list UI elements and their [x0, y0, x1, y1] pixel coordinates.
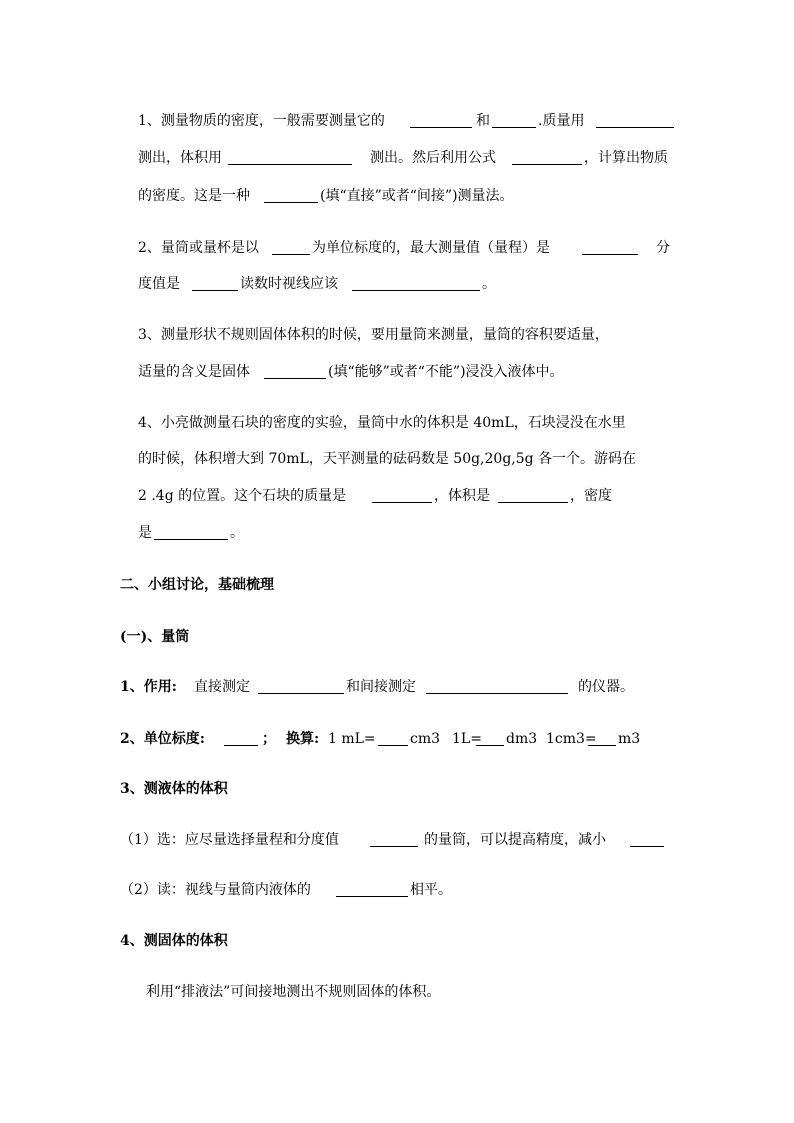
q4-line1-text: 4、小亮做测量石块的密度的实验，量筒中水的体积是 40mL，石块浸没在水里	[138, 415, 626, 431]
item-2-text-a: 1 mL=	[328, 731, 376, 747]
q3-line2-text-a: 适量的含义是固体	[138, 364, 250, 380]
item-2-blank-1[interactable]	[224, 731, 258, 746]
item-3-2-text-b: 相平。	[410, 882, 452, 898]
item-2-separator: ；	[262, 731, 276, 747]
q4-line3-text-c: ，密度	[570, 488, 612, 504]
item-1-label: 1、作用:	[120, 679, 177, 695]
item-3-1-text-b: 的量筒，可以提高精度，减小	[424, 832, 606, 848]
q2-blank-4[interactable]	[352, 276, 480, 291]
q2-line2-text-b: 读数时视线应该	[240, 276, 338, 292]
q4-line3-text-a: 2 .4g 的位置。这个石块的质量是	[138, 488, 347, 504]
item-2-text-f: m3	[618, 731, 641, 747]
q3-line2-text-b: (填“能够”或者“不能”)浸没入液体中。	[328, 364, 564, 380]
q3-line1-text: 3、测量形状不规则固体体积的时候，要用量筒来测量，量筒的容积要适量，	[138, 327, 609, 343]
item-4-label: 4、测固体的体积	[120, 933, 228, 949]
q1-line2-text-b: 测出。然后利用公式	[370, 150, 496, 166]
section-2-title-text: 二、小组讨论，基础梳理	[120, 577, 274, 593]
q4-line2-text: 的时候，体积增大到 70mL，天平测量的砝码数是 50g,20g,5g 各一个。游码在	[138, 451, 637, 467]
item-3-1-blank-1[interactable]	[370, 832, 418, 847]
section-2-subtitle-text: (一)、量筒	[120, 629, 190, 645]
item-1-text-c: 的仪器。	[578, 679, 634, 695]
item-2-blank-4[interactable]	[588, 731, 616, 746]
item-3-2-text-a: （2）读：视线与量筒内液体的	[120, 882, 311, 898]
item-2-text-c: 1L=	[452, 731, 482, 747]
item-3-1-text-a: （1）选：应尽量选择量程和分度值	[120, 832, 339, 848]
item-3-label: 3、测液体的体积	[120, 781, 228, 797]
item-1-blank-1[interactable]	[258, 679, 344, 694]
q1-line3-text-b: (填“直接”或者“间接”)测量法。	[320, 188, 514, 204]
q2-line1-text-a: 2、量筒或量杯是以	[138, 240, 259, 256]
q1-line1-text-b: 和	[476, 113, 490, 129]
q1-line1-text-c: .质量用	[538, 113, 585, 129]
q4-line4-text-a: 是	[138, 525, 152, 541]
q2-line1-text-b: 为单位标度的，最大测量值（量程）是	[312, 240, 550, 256]
item-2-text-e: 1cm3=	[546, 731, 597, 747]
item-3-2-blank-1[interactable]	[336, 882, 408, 897]
item-1-text-b: 和间接测定	[346, 679, 416, 695]
q2-line1-text-c: 分	[656, 240, 670, 256]
q1-blank-5[interactable]	[512, 150, 582, 165]
q4-blank-1[interactable]	[372, 488, 432, 503]
item-2-text-d: dm3	[506, 731, 538, 747]
q1-line2-text-c: ，计算出物质	[584, 150, 668, 166]
q1-blank-3[interactable]	[596, 113, 674, 128]
item-2-label: 2、单位标度:	[120, 731, 205, 747]
item-2-blank-3[interactable]	[476, 731, 504, 746]
q2-line2-text-c: 。	[482, 276, 496, 292]
q4-blank-2[interactable]	[498, 488, 568, 503]
q2-line2-text-a: 度值是	[138, 276, 180, 292]
item-2-text-b: cm3	[410, 731, 441, 747]
q2-blank-3[interactable]	[192, 276, 238, 291]
q1-line3-text-a: 的密度。这是一种	[138, 188, 250, 204]
item-4-text: 利用“排液法”可间接地测出不规则固体的体积。	[146, 984, 441, 1000]
q3-blank-1[interactable]	[264, 364, 326, 379]
item-1-blank-2[interactable]	[426, 679, 568, 694]
q1-line2-text-a: 测出，体积用	[138, 150, 222, 166]
item-2-conversion-label: 换算:	[286, 731, 320, 747]
q4-blank-3[interactable]	[154, 525, 228, 540]
item-2-blank-2[interactable]	[378, 731, 408, 746]
q2-blank-2[interactable]	[582, 240, 638, 255]
q1-blank-6[interactable]	[264, 188, 318, 203]
q4-line4-text-b: 。	[230, 525, 244, 541]
q1-blank-4[interactable]	[228, 150, 352, 165]
q1-blank-1[interactable]	[410, 113, 472, 128]
item-3-1-blank-2[interactable]	[630, 832, 664, 847]
item-1-text-a: 直接测定	[194, 679, 250, 695]
q4-line3-text-b: ，体积是	[434, 488, 490, 504]
q2-blank-1[interactable]	[272, 240, 310, 255]
q1-line1-text-a: 1、测量物质的密度，一般需要测量它的	[138, 113, 385, 129]
q1-blank-2[interactable]	[492, 113, 536, 128]
